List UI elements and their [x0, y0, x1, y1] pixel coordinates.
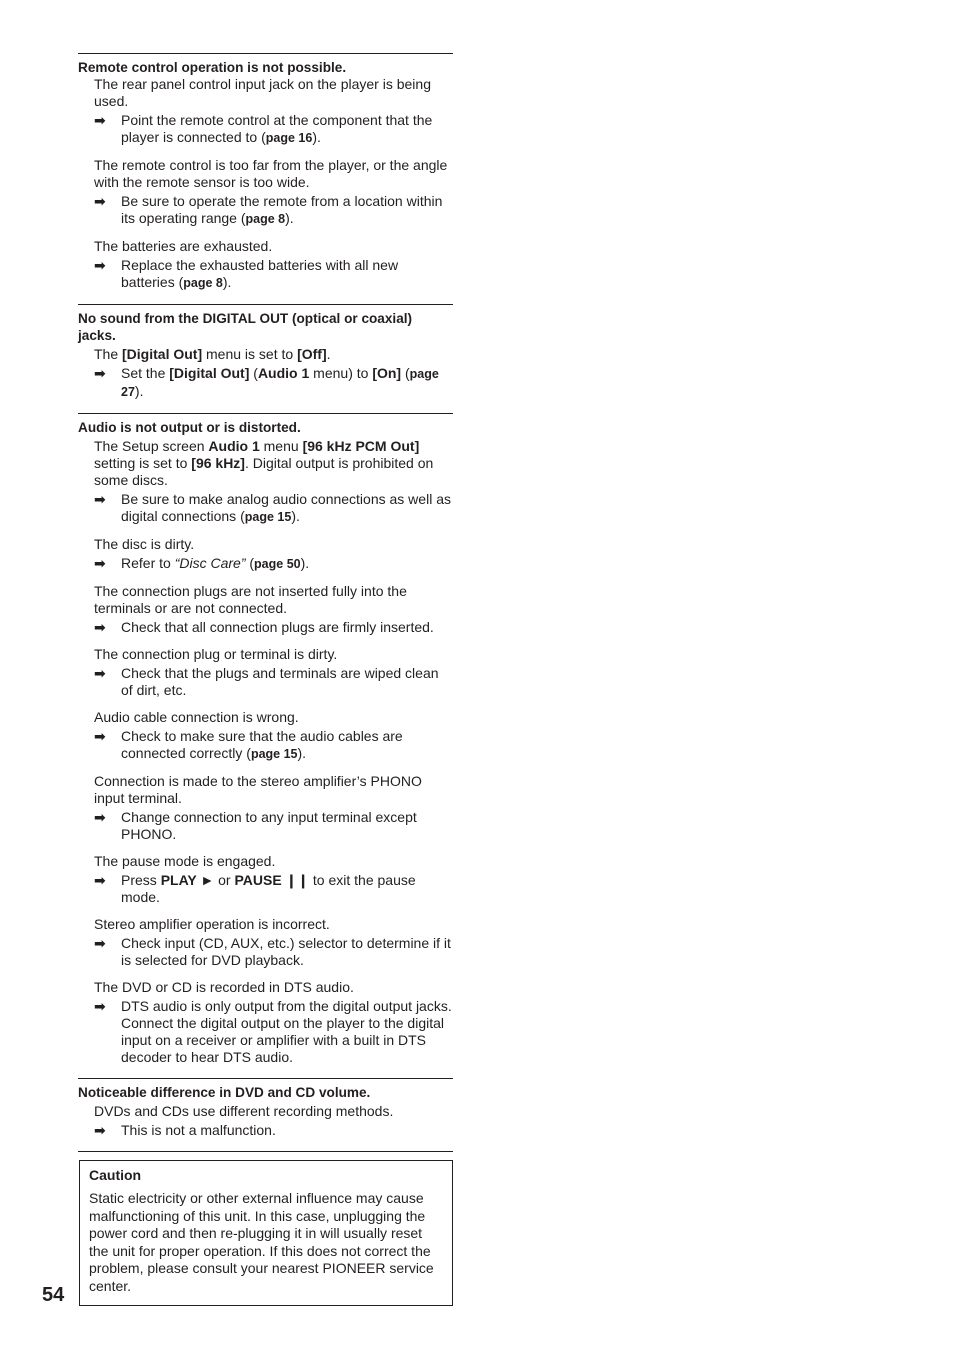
pause-button-label: PAUSE ❙❙: [234, 872, 310, 888]
section-audio-not-output: [78, 413, 453, 1078]
arrow-right-icon: ➡: [94, 193, 106, 209]
page-reference: page 8: [183, 276, 223, 290]
problem-text: The Setup screen Audio 1 menu [96 kHz PCM Out] setting is set to [96 kHz]. Digital output is prohibited on some discs.: [94, 438, 434, 488]
remedy-item: ➡ Point the remote control at the component that the player is connected to (page 16).: [94, 112, 433, 145]
problem-text: Stereo amplifier operation is incorrect.: [94, 916, 330, 932]
page-reference: page 27: [121, 367, 439, 399]
caution-title: Caution: [89, 1167, 142, 1183]
remedy-item: ➡ Be sure to operate the remote from a location within its operating range (page 8).: [94, 193, 443, 226]
section-heading: Remote control operation is not possible.: [78, 60, 347, 75]
problem-text: The [Digital Out] menu is set to [Off].: [94, 346, 331, 362]
arrow-right-icon: ➡: [94, 619, 106, 635]
page-reference: page 15: [244, 510, 292, 524]
problem-text: The remote control is too far from the player, or the angle with the remote sensor is too wide.: [94, 157, 448, 190]
problem-text: The connection plug or terminal is dirty.: [94, 646, 338, 662]
problem-text: The disc is dirty.: [94, 536, 195, 552]
arrow-right-icon: ➡: [94, 365, 106, 381]
section-heading: No sound from the DIGITAL OUT (optical or coaxial) jacks.: [78, 311, 413, 343]
troubleshooting-column: [78, 53, 453, 1152]
remedy-item: ➡ Check to make sure that the audio cables are connected correctly (page 15).: [94, 728, 403, 761]
remedy-item: ➡ Change connection to any input terminal except PHONO.: [94, 809, 417, 842]
section-digital-out: [78, 304, 453, 413]
problem-item: [94, 536, 453, 573]
remedy-item: ➡ Set the [Digital Out] (Audio 1 menu) to [On] (page 27).: [94, 365, 439, 399]
page-number: 54: [42, 1284, 65, 1306]
problem-text: The batteries are exhausted.: [94, 238, 273, 254]
problem-text: The connection plugs are not inserted fully into the terminals or are not connected.: [94, 583, 407, 616]
problem-text: Connection is made to the stereo amplifier’s PHONO input terminal.: [94, 773, 422, 806]
problem-item: [94, 438, 453, 526]
problem-item: [94, 583, 453, 636]
problem-item: [94, 979, 453, 1066]
section-heading: Audio is not output or is distorted.: [78, 420, 301, 435]
remedy-item: ➡ Be sure to make analog audio connections as well as digital connections (page 15).: [94, 491, 451, 524]
arrow-right-icon: ➡: [94, 665, 106, 681]
arrow-right-icon: ➡: [94, 1122, 106, 1138]
arrow-right-icon: ➡: [94, 809, 106, 825]
problem-text: The pause mode is engaged.: [94, 853, 276, 869]
problem-text: Audio cable connection is wrong.: [94, 709, 299, 725]
arrow-right-icon: ➡: [94, 872, 106, 888]
page-reference: page 50: [254, 557, 301, 571]
problem-item: [94, 916, 453, 969]
arrow-right-icon: ➡: [94, 935, 106, 951]
arrow-right-icon: ➡: [94, 555, 106, 571]
section-heading: Noticeable difference in DVD and CD volume.: [78, 1085, 371, 1100]
remedy-item: ➡ This is not a malfunction.: [94, 1122, 276, 1138]
problem-item: [94, 157, 453, 228]
remedy-item: ➡ Replace the exhausted batteries with all new batteries (page 8).: [94, 257, 399, 290]
problem-item: [94, 709, 453, 763]
remedy-item: ➡ Press PLAY ► or PAUSE ❙❙ to exit the pause mode.: [94, 872, 416, 905]
problem-item: [94, 853, 453, 906]
arrow-right-icon: ➡: [94, 491, 106, 507]
problem-item: [94, 346, 453, 401]
caution-box: [79, 1160, 453, 1306]
remedy-item: ➡ Refer to “Disc Care” (page 50).: [94, 555, 310, 571]
remedy-item: ➡ Check that the plugs and terminals are wiped clean of dirt, etc.: [94, 665, 439, 698]
page-reference: page 16: [265, 131, 313, 145]
problem-text: The DVD or CD is recorded in DTS audio.: [94, 979, 354, 995]
caution-text: Static electricity or other external influence may cause malfunctioning of this unit. In this case, unplugging the power cord and then re-plugging it in will usually reset the unit for proper operation. If this does not correct the problem, please consult your nearest PIONEER service center.: [89, 1190, 434, 1294]
play-button-label: PLAY ►: [160, 872, 215, 888]
arrow-right-icon: ➡: [94, 257, 106, 273]
arrow-right-icon: ➡: [94, 728, 106, 744]
remedy-item: ➡ Check that all connection plugs are firmly inserted.: [94, 619, 434, 635]
arrow-right-icon: ➡: [94, 112, 106, 128]
section-volume-difference: [78, 1078, 453, 1152]
page-reference: page 8: [245, 212, 286, 226]
remedy-item: ➡ Check input (CD, AUX, etc.) selector to determine if it is selected for DVD playback.: [94, 935, 451, 968]
problem-item: [94, 238, 453, 292]
problem-item: [94, 76, 453, 147]
page-reference: page 15: [250, 747, 298, 761]
problem-item: [94, 646, 453, 699]
remedy-item: ➡ DTS audio is only output from the digital output jacks. Connect the digital output on the player to the digital input on a receiver or amplifier with a built in DTS decoder to hear DTS audio.: [94, 998, 452, 1065]
problem-item: [94, 773, 453, 843]
arrow-right-icon: ➡: [94, 998, 106, 1014]
problem-item: [94, 1103, 453, 1139]
problem-text: DVDs and CDs use different recording methods.: [94, 1103, 394, 1119]
section-remote-control: [78, 53, 453, 304]
problem-text: The rear panel control input jack on the player is being used.: [94, 76, 431, 109]
